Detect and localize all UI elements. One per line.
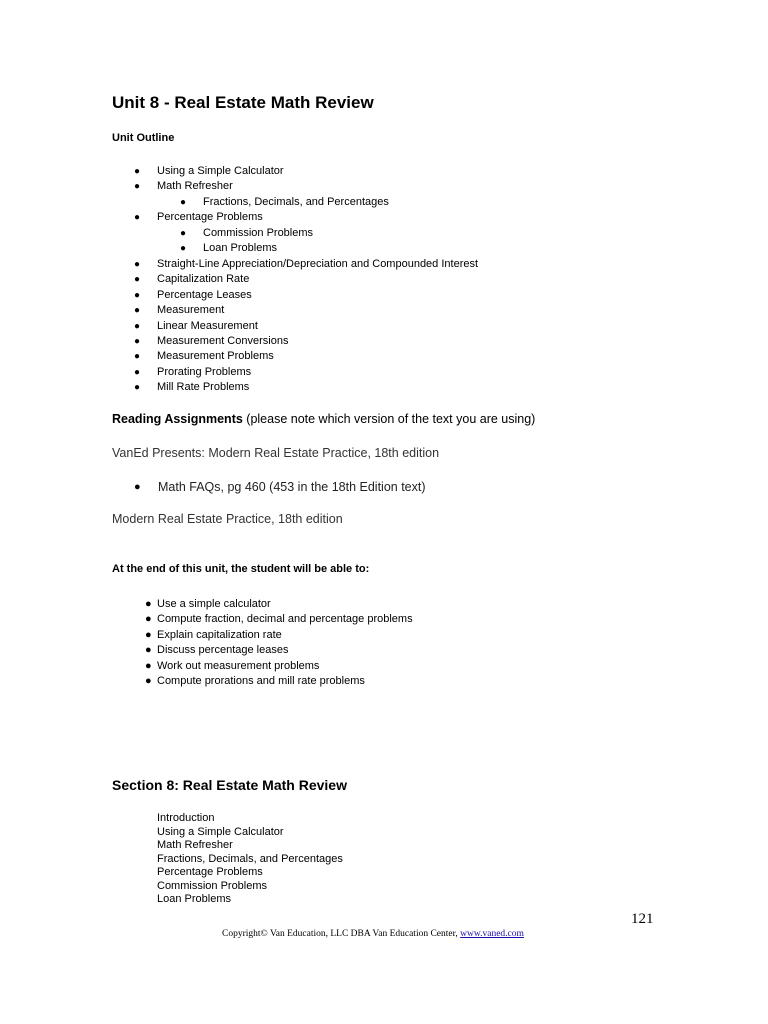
list-item: Measurement Conversions bbox=[157, 335, 289, 347]
list-item: Commission Problems bbox=[203, 227, 314, 239]
list-item: Using a Simple Calculator bbox=[157, 826, 284, 838]
bullet-icon: ● bbox=[134, 305, 141, 316]
bullet-icon: ● bbox=[134, 181, 141, 192]
book-title-mrep: Modern Real Estate Practice, 18th edition bbox=[112, 512, 343, 526]
copyright-footer bbox=[222, 929, 524, 939]
bullet-icon: ● bbox=[134, 212, 141, 223]
reading-assignments-note: (please note which version of the text you are using) bbox=[242, 412, 536, 426]
bullet-icon: ● bbox=[145, 598, 152, 610]
list-item: Fractions, Decimals, and Percentages bbox=[157, 853, 343, 865]
section-title: Section 8: Real Estate Math Review bbox=[112, 777, 347, 793]
list-item: Fractions, Decimals, and Percentages bbox=[203, 196, 389, 208]
list-item: Commission Problems bbox=[157, 880, 268, 892]
list-item: Capitalization Rate bbox=[157, 273, 250, 285]
bullet-icon: ● bbox=[134, 274, 141, 285]
bullet-icon: ● bbox=[180, 243, 187, 254]
list-item: Explain capitalization rate bbox=[157, 629, 282, 641]
reading-item: Math FAQs, pg 460 (453 in the 18th Edition text) bbox=[158, 480, 426, 494]
bullet-icon: ● bbox=[180, 228, 187, 239]
book-title-vaned: VanEd Presents: Modern Real Estate Practice, 18th edition bbox=[112, 446, 440, 460]
list-item: Prorating Problems bbox=[157, 366, 252, 378]
list-item: Using a Simple Calculator bbox=[157, 165, 284, 177]
list-item: Measurement Problems bbox=[157, 350, 274, 362]
list-item: Discuss percentage leases bbox=[157, 644, 289, 656]
list-item: Loan Problems bbox=[157, 893, 231, 905]
bullet-icon: ● bbox=[145, 629, 152, 641]
list-item: Math Refresher bbox=[157, 839, 233, 851]
bullet-icon: ● bbox=[145, 644, 152, 656]
bullet-icon: ● bbox=[134, 166, 141, 177]
bullet-icon: ● bbox=[180, 197, 187, 208]
reading-assignments-heading: Reading Assignments bbox=[112, 412, 243, 426]
bullet-icon: ● bbox=[145, 613, 152, 625]
bullet-icon: ● bbox=[134, 290, 141, 301]
bullet-icon: ● bbox=[134, 382, 141, 393]
list-item: Measurement bbox=[157, 304, 225, 316]
vaned-link[interactable]: www.vaned.com bbox=[460, 929, 524, 939]
list-item: Linear Measurement bbox=[157, 320, 258, 332]
list-item: Work out measurement problems bbox=[157, 660, 320, 672]
outline-heading: Unit Outline bbox=[112, 132, 175, 144]
bullet-icon: ● bbox=[134, 321, 141, 332]
copyright-text: Copyright© Van Education, LLC DBA Van Education Center, bbox=[222, 929, 461, 939]
list-item: Mill Rate Problems bbox=[157, 381, 250, 393]
objectives-heading: At the end of this unit, the student will be able to: bbox=[112, 563, 370, 575]
bullet-icon: ● bbox=[134, 336, 141, 347]
bullet-icon: ● bbox=[134, 481, 141, 493]
bullet-icon: ● bbox=[145, 660, 152, 672]
list-item: Compute prorations and mill rate problems bbox=[157, 675, 365, 687]
list-item: Loan Problems bbox=[203, 242, 277, 254]
list-item: Compute fraction, decimal and percentage problems bbox=[157, 613, 413, 625]
list-item: Percentage Problems bbox=[157, 211, 263, 223]
list-item: Percentage Problems bbox=[157, 866, 263, 878]
bullet-icon: ● bbox=[145, 675, 152, 687]
bullet-icon: ● bbox=[134, 367, 141, 378]
unit-title: Unit 8 - Real Estate Math Review bbox=[112, 93, 374, 112]
bullet-icon: ● bbox=[134, 351, 141, 362]
reading-assignments-line bbox=[112, 412, 535, 426]
list-item: Use a simple calculator bbox=[157, 598, 271, 610]
list-item: Percentage Leases bbox=[157, 289, 252, 301]
bullet-icon: ● bbox=[134, 259, 141, 270]
list-item: Math Refresher bbox=[157, 180, 233, 192]
page-number: 121 bbox=[631, 911, 654, 927]
list-item: Straight-Line Appreciation/Depreciation and Compounded Interest bbox=[157, 258, 479, 270]
list-item: Introduction bbox=[157, 812, 215, 824]
